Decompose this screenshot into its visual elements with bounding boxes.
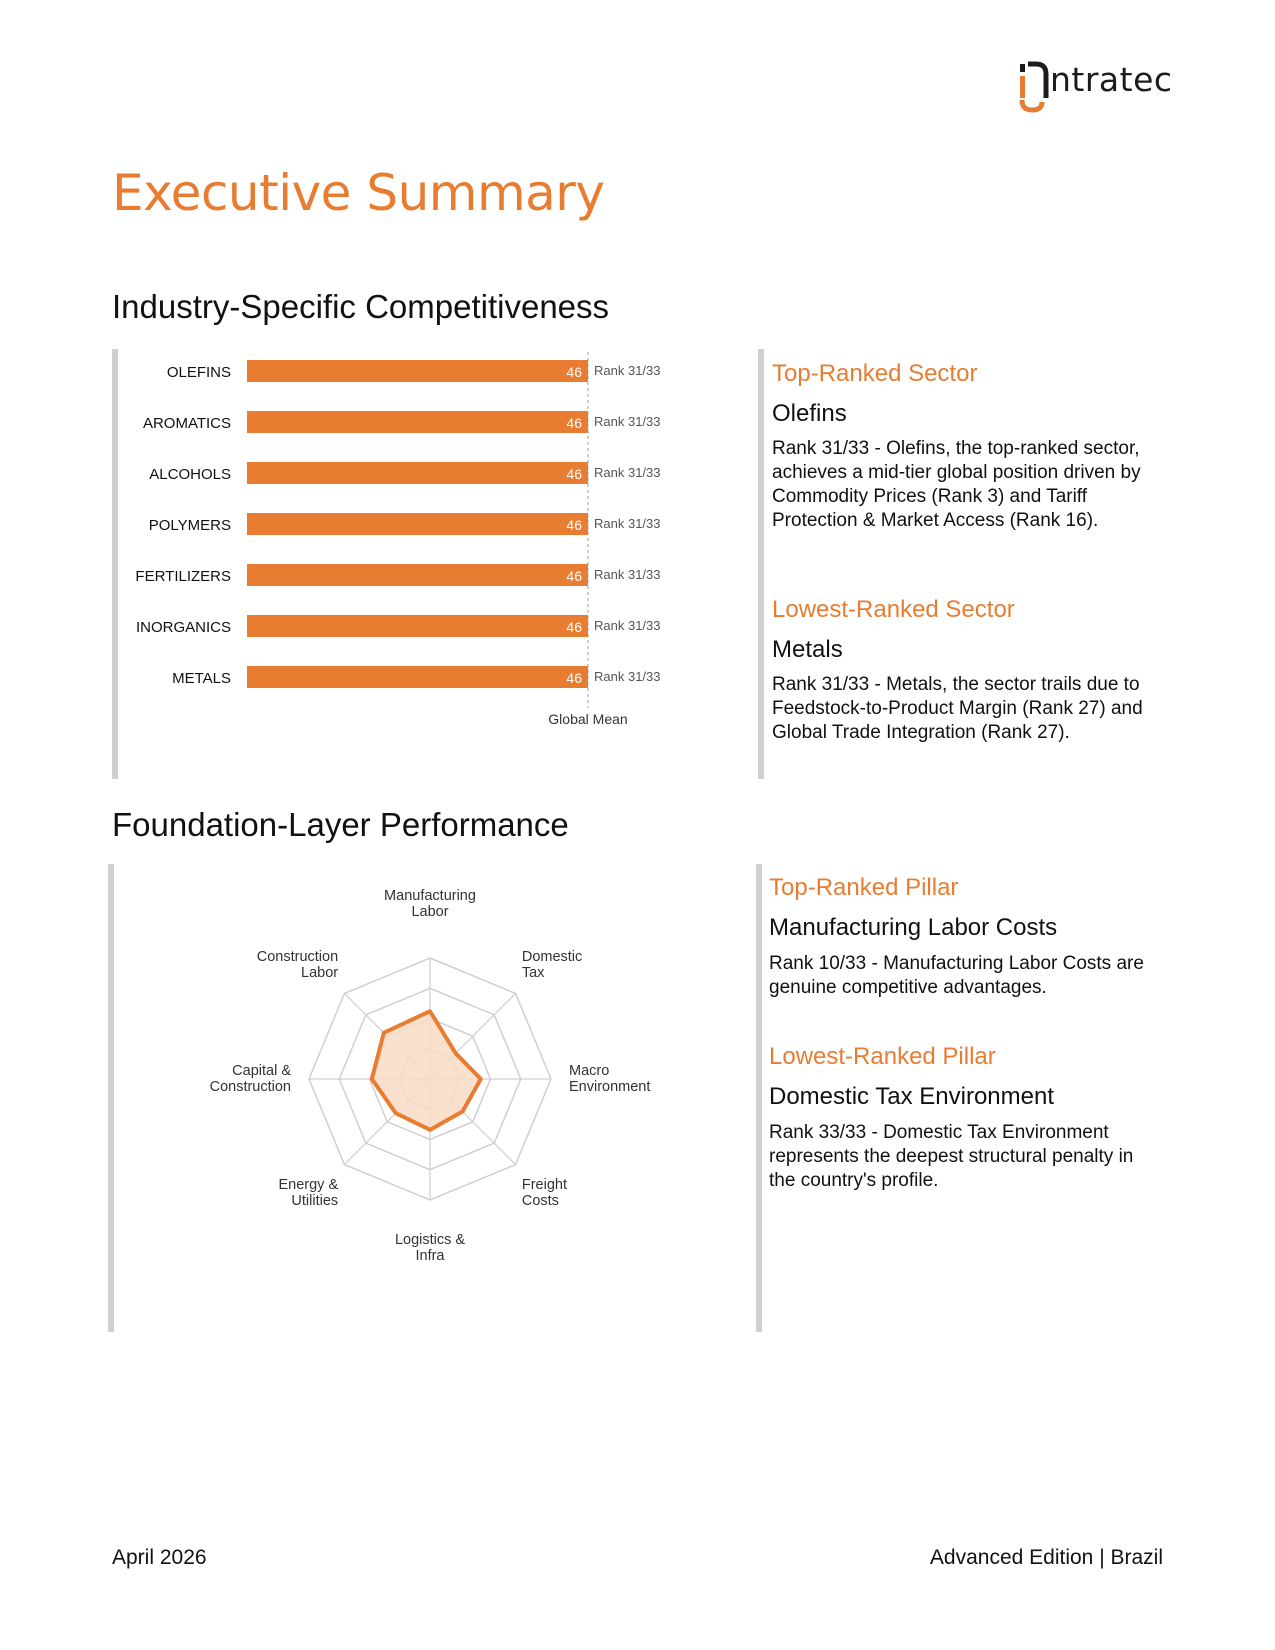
- bar: [247, 462, 588, 484]
- top-pillar-description: Rank 10/33 - Manufacturing Labor Costs are genuine competitive advantages.: [769, 953, 1144, 998]
- global-mean-label: Global Mean: [548, 711, 628, 727]
- category-label: POLYMERS: [148, 517, 231, 534]
- radar-axis-label-line: Construction: [209, 1079, 291, 1095]
- top-sector-description: Rank 31/33 - Olefins, the top-ranked sector, achieves a mid-tier global position driven by Commodity Prices (Rank 3) and Tariff Protection & Market Access (Rank 16).: [772, 438, 1141, 531]
- bar-value-label: 46: [566, 568, 582, 584]
- category-label: ALCOHOLS: [149, 466, 231, 483]
- radar-axis-label-line: Environment: [569, 1079, 651, 1095]
- bar-value-label: 46: [566, 670, 582, 686]
- lowest-sector-name: Metals: [772, 636, 843, 663]
- radar-axis-label: [522, 1177, 567, 1209]
- radar-series: [372, 1011, 481, 1130]
- industry-bar-chart: [118, 352, 758, 784]
- bar: [247, 360, 588, 382]
- radar-axis-label-line: Costs: [521, 1192, 559, 1209]
- bar-value-label: 46: [566, 466, 582, 482]
- section-title-foundation: Foundation-Layer Performance: [112, 806, 569, 843]
- rank-label: Rank 31/33: [594, 669, 661, 684]
- section-divider: [756, 864, 762, 1332]
- category-label: INORGANICS: [135, 619, 231, 636]
- bar: [247, 666, 588, 688]
- lowest-pillar-description: Rank 33/33 - Domestic Tax Environment represents the deepest structural penalty in the country's profile.: [769, 1122, 1134, 1191]
- page-title: Executive Summary: [112, 164, 605, 222]
- rank-label: Rank 31/33: [594, 414, 661, 429]
- radar-axis-label-line: Macro: [569, 1063, 610, 1079]
- radar-axis-label: [278, 1177, 338, 1209]
- section-title-industry: Industry-Specific Competitiveness: [112, 288, 610, 325]
- category-label: FERTILIZERS: [135, 568, 231, 585]
- radar-chart-svg: [190, 888, 690, 1290]
- bar: [247, 615, 588, 637]
- rank-label: Rank 31/33: [594, 618, 661, 633]
- foundation-radar-chart: [190, 888, 690, 1290]
- radar-axis-label: [384, 888, 476, 920]
- lowest-sector-label: Lowest-Ranked Sector: [772, 596, 1015, 623]
- bar-chart-svg: [118, 352, 758, 784]
- top-sector-label: Top-Ranked Sector: [772, 360, 978, 387]
- radar-axis-label: [210, 1063, 292, 1095]
- bar-value-label: 46: [566, 517, 582, 533]
- section-divider: [108, 864, 114, 1332]
- bar: [247, 411, 588, 433]
- bar-value-label: 46: [566, 415, 582, 431]
- radar-axis-label: [522, 949, 582, 981]
- radar-axis-label-line: Labor: [411, 904, 449, 920]
- rank-label: Rank 31/33: [594, 363, 661, 378]
- radar-axis-label: [257, 949, 339, 981]
- radar-axis-label-line: Infra: [415, 1248, 445, 1264]
- radar-axis-label-line: Capital &: [232, 1063, 291, 1079]
- radar-axis-label-line: Freight: [521, 1176, 567, 1193]
- radar-axis-label-line: Construction: [256, 949, 339, 966]
- radar-axis-label-line: Labor: [301, 965, 339, 982]
- bar: [247, 564, 588, 586]
- category-label: METALS: [172, 670, 231, 687]
- section-divider: [758, 349, 764, 779]
- lowest-sector-description: Rank 31/33 - Metals, the sector trails due to Feedstock-to-Product Margin (Rank 27) and Global Trade Integration (Rank 27).: [772, 674, 1143, 743]
- top-pillar-name: Manufacturing Labor Costs: [769, 914, 1058, 941]
- bar-value-label: 46: [566, 619, 582, 635]
- category-label: OLEFINS: [166, 364, 231, 381]
- footer-edition: Advanced Edition | Brazil: [929, 1546, 1163, 1569]
- radar-axis-label-line: Energy &: [278, 1176, 339, 1193]
- top-pillar-label: Top-Ranked Pillar: [769, 874, 959, 901]
- lowest-pillar-name: Domestic Tax Environment: [769, 1083, 1054, 1110]
- radar-axis-label-line: Utilities: [291, 1192, 339, 1209]
- radar-axis-label: [395, 1232, 465, 1264]
- bar-value-label: 46: [566, 364, 582, 380]
- brand-logo: [1016, 56, 1178, 116]
- radar-axis-label-line: Domestic: [521, 949, 583, 966]
- category-label: AROMATICS: [142, 415, 231, 432]
- footer-date: April 2026: [112, 1546, 207, 1569]
- brand-name: ntratec: [1050, 60, 1173, 99]
- rank-label: Rank 31/33: [594, 465, 661, 480]
- radar-axis-label: [569, 1063, 650, 1095]
- bar: [247, 513, 588, 535]
- lowest-pillar-label: Lowest-Ranked Pillar: [769, 1043, 996, 1070]
- top-sector-name: Olefins: [772, 400, 847, 427]
- radar-axis-label-line: Logistics &: [394, 1232, 466, 1248]
- radar-axis-label-line: Tax: [521, 965, 545, 982]
- radar-axis-label-line: Manufacturing: [384, 888, 476, 904]
- rank-label: Rank 31/33: [594, 567, 661, 582]
- rank-label: Rank 31/33: [594, 516, 661, 531]
